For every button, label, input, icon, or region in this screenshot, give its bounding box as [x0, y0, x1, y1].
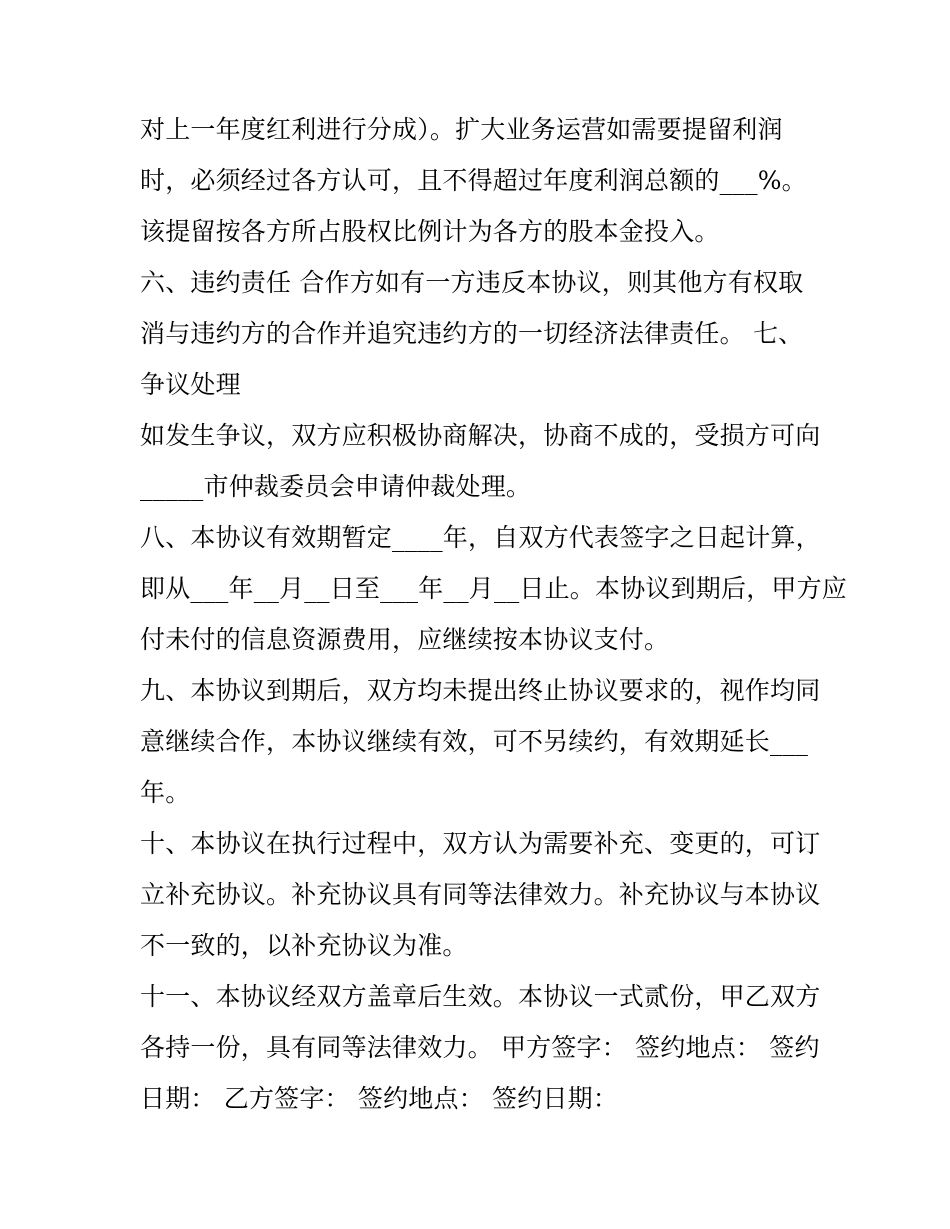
text-line-10: 即从___年__月__日至___年__月__日止。本协议到期后，甲方应	[140, 574, 848, 603]
text-line-2: 时，必须经过各方认可，且不得超过年度利润总额的___%。	[140, 166, 807, 195]
text-line-18: 十一、本协议经双方盖章后生效。本协议一式贰份，甲乙双方	[140, 982, 821, 1011]
text-line-11: 付未付的信息资源费用，应继续按本协议支付。	[140, 625, 670, 654]
text-line-4: 六、违约责任 合作方如有一方违反本协议，则其他方有权取	[140, 268, 804, 297]
text-line-15: 十、本协议在执行过程中，双方认为需要补充、变更的，可订	[140, 829, 821, 858]
text-line-16: 立补充协议。补充协议具有同等法律效力。补充协议与本协议	[140, 880, 821, 909]
text-line-1: 对上一年度红利进行分成）。扩大业务运营如需要提留利润	[140, 115, 783, 144]
text-line-17: 不一致的，以补充协议为准。	[140, 931, 468, 960]
text-line-8: _____市仲裁委员会申请仲裁处理。	[140, 472, 532, 501]
text-line-5: 消与违约方的合作并追究违约方的一切经济法律责任。 七、	[140, 319, 804, 348]
text-line-20: 日期： 乙方签字： 签约地点： 签约日期：	[140, 1084, 619, 1113]
document-body	[140, 104, 848, 1124]
text-line-3: 该提留按各方所占股权比例计为各方的股本金投入。	[140, 217, 720, 246]
text-line-9: 八、本协议有效期暂定____年，自双方代表签字之日起计算，	[140, 523, 821, 552]
text-line-13: 意继续合作，本协议继续有效，可不另续约，有效期延长___	[140, 727, 809, 756]
text-line-14: 年。	[140, 778, 191, 807]
text-line-12: 九、本协议到期后，双方均未提出终止协议要求的，视作均同	[140, 676, 821, 705]
text-line-7: 如发生争议，双方应积极协商解决，协商不成的，受损方可向	[140, 421, 821, 450]
text-line-6: 争议处理	[140, 370, 241, 399]
text-line-19: 各持一份，具有同等法律效力。 甲方签字： 签约地点： 签约	[140, 1033, 820, 1062]
